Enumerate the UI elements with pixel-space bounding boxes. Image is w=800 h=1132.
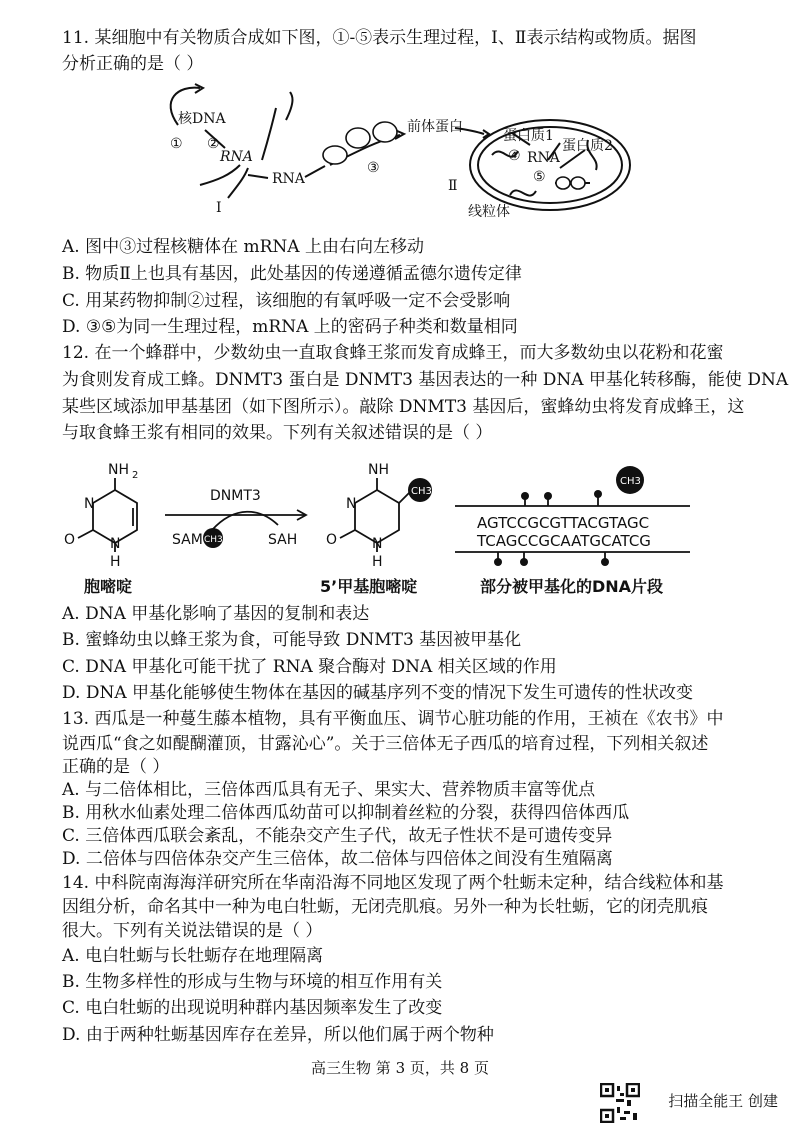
cytosine-oxygen: O bbox=[64, 532, 76, 548]
q12-stem-line4: 与取食蜂王浆有相同的效果。下列有关叙述错误的是（ ） bbox=[62, 423, 493, 443]
dna-sequence-top: AGTCCGCGTTACGTAGC bbox=[477, 514, 650, 532]
q13-option-b: B. 用秋水仙素处理二倍体西瓜幼苗可以抑制着丝粒的分裂，获得四倍体西瓜 bbox=[62, 803, 630, 823]
q13-option-d: D. 二倍体与四倍体杂交产生三倍体，故二倍体与四倍体之间没有生殖隔离 bbox=[62, 849, 613, 869]
qr-code-icon bbox=[600, 1083, 640, 1123]
protein-1-label: 蛋白质1 bbox=[503, 128, 554, 144]
mitochondrion-label: 线粒体 bbox=[468, 204, 510, 220]
sam-ch3-label: CH3 bbox=[204, 535, 223, 545]
q14-option-d: D. 由于两种牡蛎基因库存在差异，所以他们属于两个物种 bbox=[62, 1025, 494, 1045]
q14-option-b: B. 生物多样性的形成与生物与环境的相互作用有关 bbox=[62, 972, 443, 992]
q12-option-c: C. DNA 甲基化可能干扰了 RNA 聚合酶对 DNA 相关区域的作用 bbox=[62, 657, 557, 677]
q14-stem-line1: 14. 中科院南海海洋研究所在华南沿海不同地区发现了两个牡蛎未定种，结合线粒体和基 bbox=[62, 873, 724, 893]
precursor-protein-label: 前体蛋白 bbox=[407, 119, 463, 135]
q14-stem-line2: 因组分析，命名其中一种为电白牡蛎，无闭壳肌痕。另外一种为长牡蛎，它的闭壳肌痕 bbox=[62, 897, 708, 917]
process-3-label: ③ bbox=[367, 160, 380, 176]
q14-option-a: A. 电白牡蛎与长牡蛎存在地理隔离 bbox=[62, 946, 324, 966]
structure-1-label: Ⅰ bbox=[216, 200, 222, 216]
rna-label-b: RNA bbox=[272, 171, 305, 187]
cytosine-caption: 胞嘧啶 bbox=[84, 577, 133, 596]
methylcytosine-nh: NH bbox=[368, 462, 389, 478]
scanner-watermark: 扫描全能王 创建 bbox=[668, 1092, 778, 1110]
q13-option-a: A. 与二倍体相比，三倍体西瓜具有无子、果实大、营养物质丰富等优点 bbox=[62, 780, 596, 800]
q13-option-c: C. 三倍体西瓜联会紊乱，不能杂交产生子代，故无子性状不是可遗传变异 bbox=[62, 826, 613, 846]
q14-stem-line3: 很大。下列有关说法错误的是（ ） bbox=[62, 921, 323, 941]
q11-stem-line2: 分析正确的是（ ） bbox=[62, 54, 204, 74]
q11-option-d: D. ③⑤为同一生理过程，mRNA 上的密码子种类和数量相同 bbox=[62, 317, 518, 337]
dnmt3-enzyme-label: DNMT3 bbox=[210, 488, 261, 504]
q11-option-c: C. 用某药物抑制②过程，该细胞的有氧呼吸一定不会受影响 bbox=[62, 291, 511, 311]
nuclear-dna-label: 核DNA bbox=[178, 111, 226, 127]
page-footer: 高三生物 第 3 页，共 8 页 bbox=[311, 1059, 489, 1077]
q11-option-b: B. 物质Ⅱ上也具有基因，此处基因的传递遵循孟德尔遗传定律 bbox=[62, 264, 522, 284]
rna-label-a: RNA bbox=[220, 149, 253, 165]
methylcytosine-ch3: CH3 bbox=[411, 486, 432, 497]
process-4-label: ④ bbox=[508, 148, 521, 164]
q12-option-a: A. DNA 甲基化影响了基因的复制和表达 bbox=[62, 604, 370, 624]
dna-sequence-bottom: TCAGCCGCAATGCATCG bbox=[477, 532, 651, 550]
q13-stem-line3: 正确的是（ ） bbox=[62, 757, 170, 777]
rna-label-c: RNA bbox=[527, 150, 560, 166]
process-1-label: ① bbox=[170, 136, 183, 152]
protein-2-label: 蛋白质2 bbox=[562, 138, 613, 154]
q12-option-d: D. DNA 甲基化能够使生物体在基因的碱基序列不变的情况下发生可遗传的性状改变 bbox=[62, 683, 694, 703]
q11-stem-line1: 11. 某细胞中有关物质合成如下图，①-⑤表示生理过程，Ⅰ、Ⅱ表示结构或物质。据图 bbox=[62, 28, 697, 48]
cytosine-nh2-sub: 2 bbox=[132, 470, 139, 481]
q14-option-c: C. 电白牡蛎的出现说明种群内基因频率发生了改变 bbox=[62, 998, 443, 1018]
cytosine-nh2: NH bbox=[108, 462, 129, 478]
cytosine-n3: N bbox=[84, 496, 95, 512]
structure-2-label: Ⅱ bbox=[448, 178, 458, 194]
cytosine-h: H bbox=[110, 554, 121, 570]
methylcytosine-h: H bbox=[372, 554, 383, 570]
methylcytosine-n3: N bbox=[346, 496, 357, 512]
methylcytosine-oxygen: O bbox=[326, 532, 338, 548]
methylcytosine-caption: 5’甲基胞嘧啶 bbox=[320, 577, 418, 596]
q12-stem-line3: 某些区域添加甲基基团（如下图所示）。敲除 DNMT3 基因后，蜜蜂幼虫将发育成蜂王，这 bbox=[62, 397, 745, 417]
sah-label: SAH bbox=[268, 532, 298, 548]
q12-stem-line2: 为食则发育成工蜂。DNMT3 蛋白是 DNMT3 基因表达的一种 DNA 甲基化转移酶，能使 DNA bbox=[62, 370, 789, 390]
dna-fragment-ch3: CH3 bbox=[620, 476, 641, 487]
cytosine-n1: N bbox=[110, 536, 121, 552]
dna-fragment-caption: 部分被甲基化的DNA片段 bbox=[480, 577, 664, 596]
q13-stem-line1: 13. 西瓜是一种蔓生藤本植物，具有平衡血压、调节心脏功能的作用，王祯在《农书》中 bbox=[62, 709, 724, 729]
q12-stem-line1: 12. 在一个蜂群中，少数幼虫一直取食蜂王浆而发育成蜂王，而大多数幼虫以花粉和花蜜 bbox=[62, 343, 724, 363]
q12-option-b: B. 蜜蜂幼虫以蜂王浆为食，可能导致 DNMT3 基因被甲基化 bbox=[62, 630, 522, 650]
methylcytosine-n1: N bbox=[372, 536, 383, 552]
q11-option-a: A. 图中③过程核糖体在 mRNA 上由右向左移动 bbox=[62, 237, 424, 257]
process-5-label: ⑤ bbox=[533, 169, 546, 185]
sam-label: SAM bbox=[172, 532, 203, 548]
q13-stem-line2: 说西瓜“食之如醍醐灌顶，甘露沁心”。关于三倍体无子西瓜的培育过程，下列相关叙述 bbox=[62, 734, 709, 754]
process-2-label: ② bbox=[207, 136, 220, 152]
